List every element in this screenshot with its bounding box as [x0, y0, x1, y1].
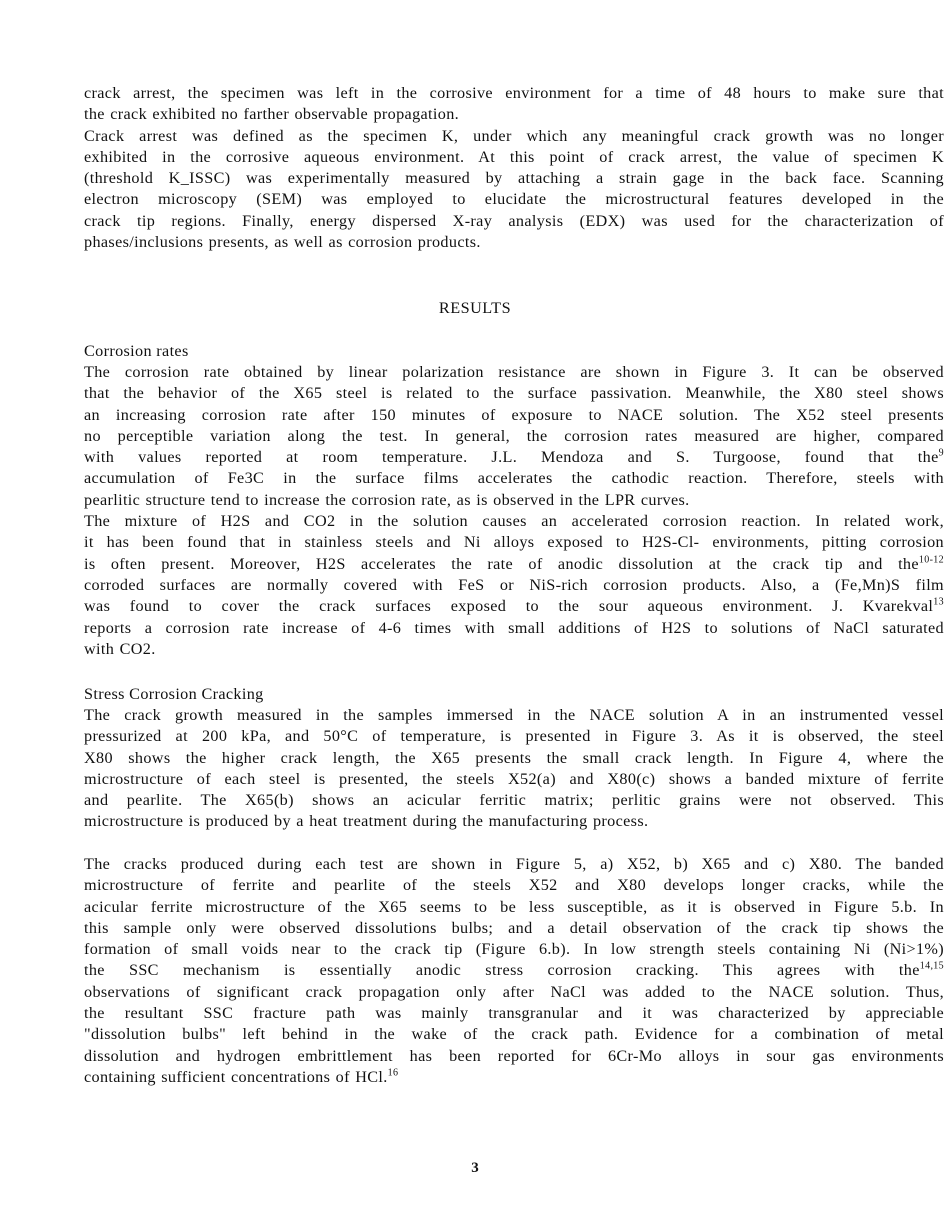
- text-line: phases/inclusions presents, as well as corrosion products.: [84, 233, 481, 252]
- text-line: electron microscopy (SEM) was employed to elucidate the microstructural features developed in the: [84, 190, 944, 209]
- ssc-paragraph-2: [84, 854, 944, 1088]
- text-line: with CO2.: [84, 639, 156, 658]
- text-line: that the behavior of the X65 steel is related to the surface passivation. Meanwhile, the X80 steel shows: [84, 384, 944, 403]
- text-line: and pearlite. The X65(b) shows an acicular ferritic matrix; perlitic grains were not observed. This: [84, 791, 944, 810]
- text-line: crack arrest, the specimen was left in the corrosive environment for a time of 48 hours to make sure that: [84, 84, 944, 102]
- text-line: [84, 1067, 944, 1088]
- text-fragment: is often present. Moreover, H2S accelerates the rate of anodic dissolution at the crack tip and the: [84, 554, 919, 573]
- text-line: pearlitic structure tend to increase the corrosion rate, as is observed in the LPR curves.: [84, 490, 690, 509]
- text-line: X80 shows the higher crack length, the X65 presents the small crack length. In Figure 4, where the: [84, 748, 944, 767]
- text-fragment: the SSC mechanism is essentially anodic stress corrosion cracking. This agrees with the: [84, 961, 920, 980]
- text-line: The mixture of H2S and CO2 in the solution causes an accelerated corrosion reaction. In related work,: [84, 512, 944, 531]
- page-number: 3: [471, 1160, 479, 1176]
- text-line: reports a corrosion rate increase of 4-6 times with small additions of H2S to solutions of NaCl saturated: [84, 618, 944, 637]
- text-line: microstructure is produced by a heat treatment during the manufacturing process.: [84, 812, 649, 831]
- text-line: the resultant SSC fracture path was mainly transgranular and it was characterized by appreciable: [84, 1004, 944, 1023]
- intro-paragraph: [84, 83, 944, 253]
- text-fragment: with values reported at room temperature. J.L. Mendoza and S. Turgoose, found that the: [84, 448, 939, 467]
- text-line: [84, 447, 944, 468]
- reference-superscript: 10-12: [918, 554, 944, 566]
- text-line: this sample only were observed dissolutions bulbs; and a detail observation of the crack tip shows the: [84, 918, 944, 937]
- ssc-paragraph-1: [84, 705, 944, 833]
- text-line: [84, 960, 944, 981]
- text-line: dissolution and hydrogen embrittlement has been reported for 6Cr-Mo alloys in sour gas environments: [84, 1046, 944, 1065]
- text-line: microstructure of ferrite and pearlite of the steels X52 and X80 develops longer cracks, while the: [84, 876, 944, 895]
- text-line: (threshold K_ISSC) was experimentally measured by attaching a strain gage in the back face. Scanning: [84, 169, 944, 188]
- text-line: corroded surfaces are normally covered with FeS or NiS-rich corrosion products. Also, a (Fe,Mn)S film: [84, 575, 944, 594]
- text-line: no perceptible variation along the test. In general, the corrosion rates measured are higher, compared: [84, 426, 944, 445]
- text-line: [84, 554, 944, 575]
- reference-superscript: 14,15: [919, 961, 944, 973]
- text-line: an increasing corrosion rate after 150 minutes of exposure to NACE solution. The X52 steel presents: [84, 405, 944, 424]
- text-line: pressurized at 200 kPa, and 50°C of temperature, is presented in Figure 3. As it is observed, the steel: [84, 727, 944, 746]
- text-line: Crack arrest was defined as the specimen K, under which any meaningful crack growth was no longer: [84, 126, 944, 145]
- text-line: it has been found that in stainless steels and Ni alloys exposed to H2S-Cl- environments, pitting corrosion: [84, 533, 944, 552]
- text-line: microstructure of each steel is presented, the steels X52(a) and X80(c) shows a banded mixture of ferrite: [84, 769, 944, 788]
- text-line: The cracks produced during each test are shown in Figure 5, a) X52, b) X65 and c) X80. The banded: [84, 855, 944, 873]
- reference-superscript: 13: [933, 596, 944, 608]
- text-line: "dissolution bulbs" left behind in the wake of the crack path. Evidence for a combination of metal: [84, 1025, 944, 1044]
- reference-superscript: 16: [387, 1067, 399, 1079]
- section-heading-stress-corrosion-cracking: Stress Corrosion Cracking: [84, 685, 264, 703]
- text-line: formation of small voids near to the crack tip (Figure 6.b). In low strength steels containing Ni (Ni>1%): [84, 940, 944, 959]
- text-line: observations of significant crack propagation only after NaCl was added to the NACE solution. Thus,: [84, 982, 944, 1001]
- reference-superscript: 9: [938, 447, 944, 459]
- section-heading-corrosion-rates: Corrosion rates: [84, 342, 189, 360]
- text-line: The crack growth measured in the samples immersed in the NACE solution A in an instrumented vessel: [84, 706, 944, 724]
- text-line: acicular ferrite microstructure of the X65 seems to be less susceptible, as it is observed in Figure 5.b. In: [84, 897, 944, 916]
- text-line: accumulation of Fe3C in the surface films accelerates the cathodic reaction. Therefore, steels with: [84, 469, 944, 488]
- text-line: exhibited in the corrosive aqueous environment. At this point of crack arrest, the value of specimen K: [84, 147, 944, 166]
- text-line: crack tip regions. Finally, energy dispersed X-ray analysis (EDX) was used for the characterization of: [84, 211, 944, 230]
- text-fragment: was found to cover the crack surfaces exposed to the sour aqueous environment. J. Kvarekval: [84, 597, 934, 616]
- text-line: the crack exhibited no farther observable propagation.: [84, 105, 460, 124]
- text-fragment: containing sufficient concentrations of HCl.: [84, 1067, 388, 1086]
- text-line: [84, 596, 944, 617]
- results-heading: RESULTS: [438, 299, 512, 317]
- corrosion-paragraph: [84, 362, 944, 660]
- text-line: The corrosion rate obtained by linear polarization resistance are shown in Figure 3. It can be observed: [84, 363, 944, 381]
